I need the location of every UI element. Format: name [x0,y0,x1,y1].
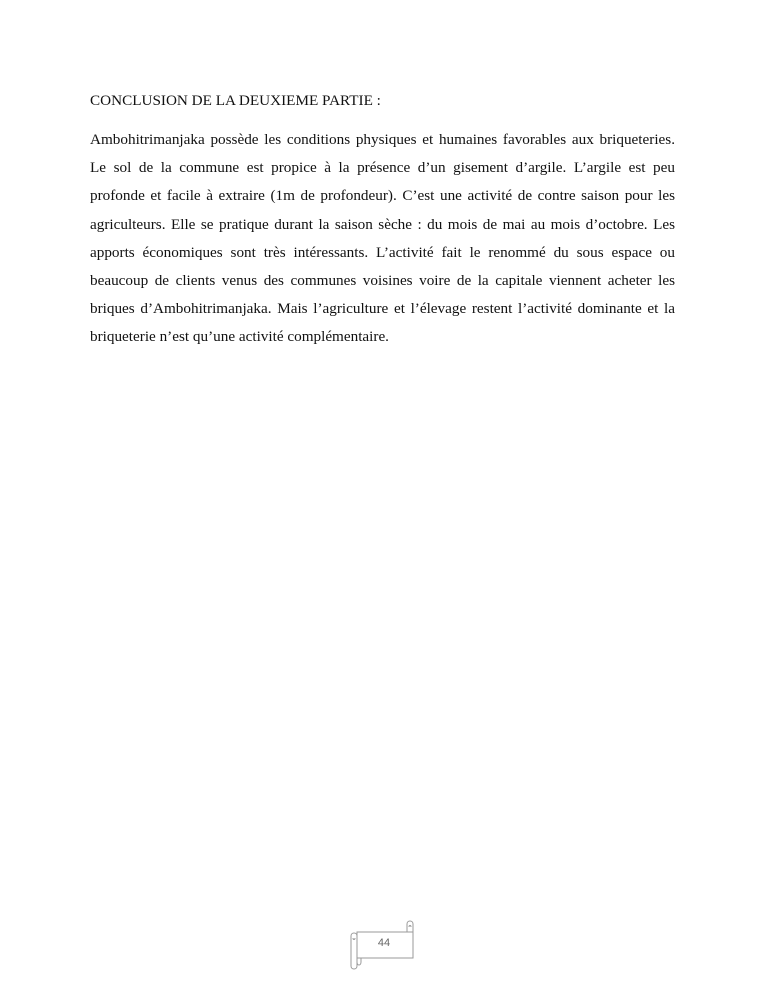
page-number-footer [347,918,419,972]
section-heading: CONCLUSION DE LA DEUXIEME PARTIE : [90,92,381,109]
page-number: 44 [377,937,391,949]
conclusion-paragraph: Ambohitrimanjaka possède les conditions physiques et humaines favorables aux briqueteries. Le sol de la commune est propice à la présence d’un gisement d’argile. L’argile est peu profonde et facile à extraire (1m de profondeur). C’est une activité de contre saison pour les agriculteurs. Elle se pratique durant la saison sèche : du mois de mai au mois d’octobre. Les apports économiques sont très intéressants. L’activité fait le renommé du sous espace ou beaucoup de clients venus des communes voisines voire de la capitale viennent acheter les briques d’Ambohitrimanjaka. Mais l’agriculture et l’élevage restent l’activité dominante et la briqueterie n’est qu’une activité complémentaire. [90,131,675,346]
